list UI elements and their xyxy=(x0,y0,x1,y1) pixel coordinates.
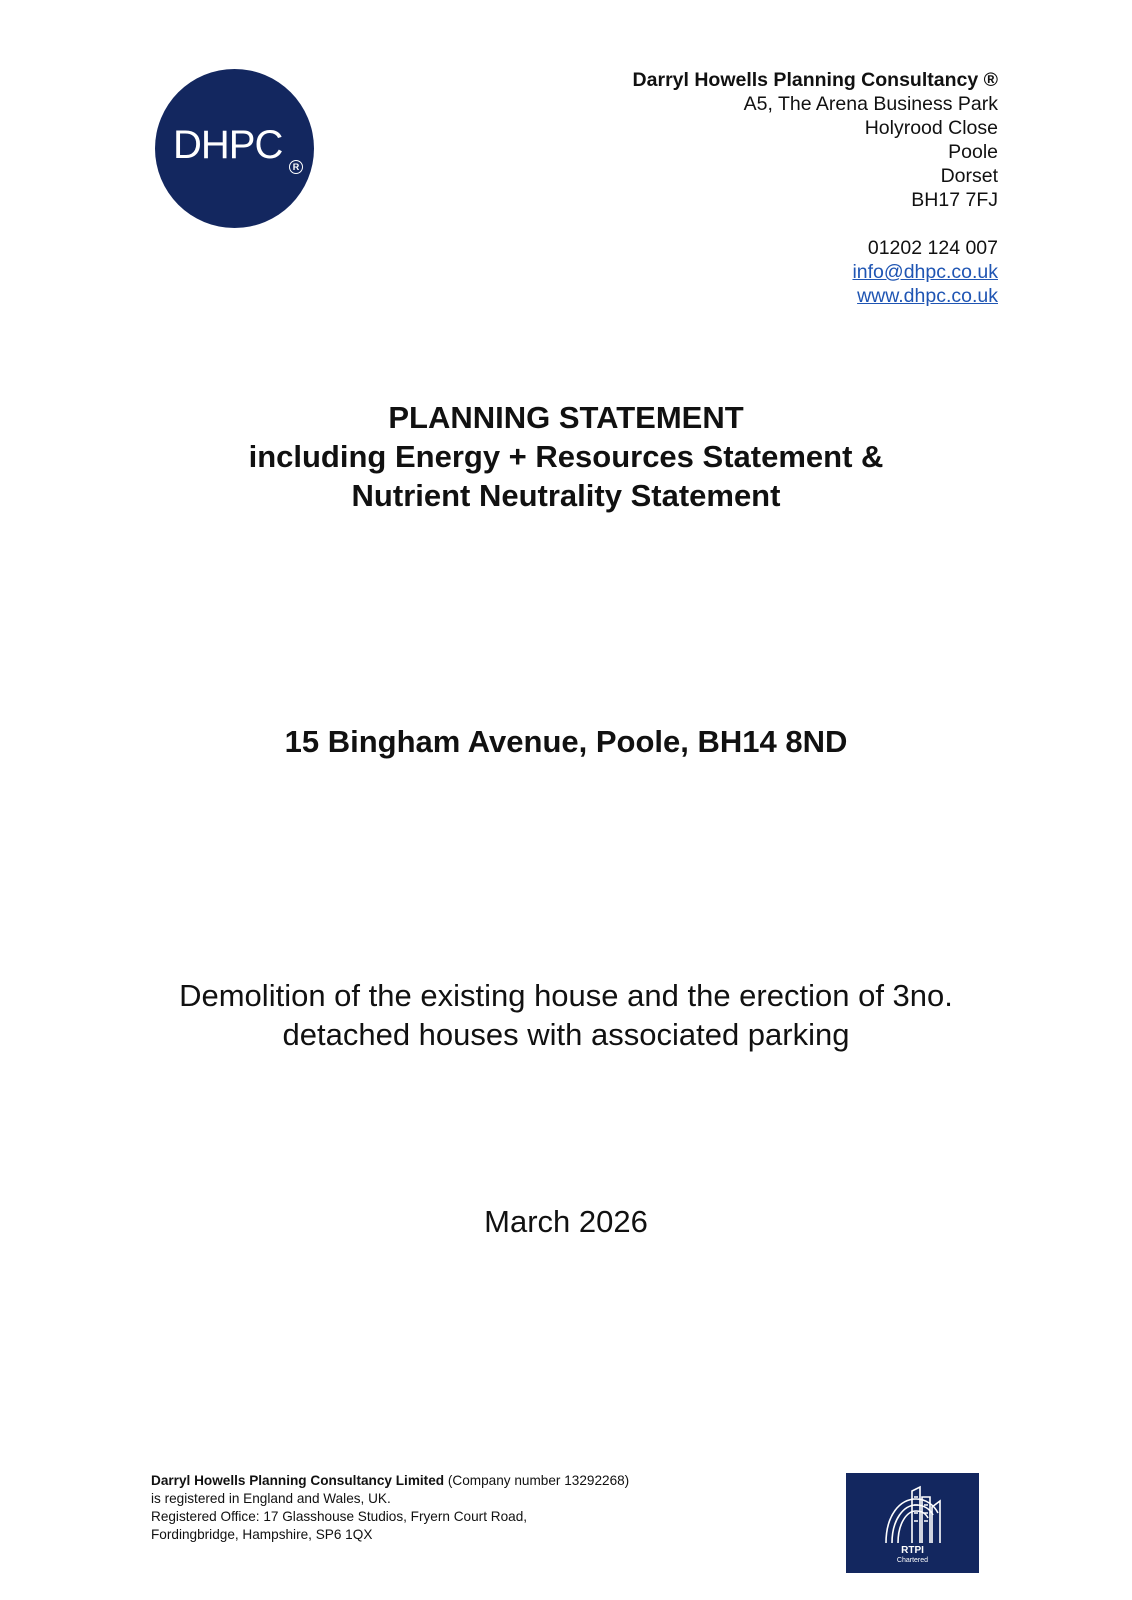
footer-line-3: Registered Office: 17 Glasshouse Studios, Fryern Court Road, xyxy=(151,1509,528,1524)
footer-company-number: (Company number 13292268) xyxy=(444,1473,630,1488)
phone-number: 01202 124 007 xyxy=(867,237,998,259)
rtpi-emblem-icon xyxy=(878,1485,948,1545)
title-line-1: PLANNING STATEMENT xyxy=(388,400,744,435)
footer-line-4: Fordingbridge, Hampshire, SP6 1QX xyxy=(151,1527,373,1542)
address-line-4: Dorset xyxy=(940,165,998,187)
document-date: March 2026 xyxy=(484,1204,648,1239)
logo-text: DHPC xyxy=(173,123,283,167)
document-title xyxy=(0,398,1132,515)
email-link[interactable]: info@dhpc.co.uk xyxy=(852,261,998,283)
rtpi-sublabel: Chartered xyxy=(896,1557,929,1564)
website-link[interactable]: www.dhpc.co.uk xyxy=(857,285,998,307)
title-line-3: Nutrient Neutrality Statement xyxy=(351,478,781,513)
site-address: 15 Bingham Avenue, Poole, BH14 8ND xyxy=(284,724,848,759)
title-line-2: including Energy + Resources Statement & xyxy=(248,439,884,474)
registered-mark-icon: R xyxy=(289,160,303,174)
description-line-2: detached houses with associated parking xyxy=(282,1017,850,1052)
footer-line-2: is registered in England and Wales, UK. xyxy=(151,1491,391,1506)
address-spacer xyxy=(478,212,998,236)
address-line-2: Holyrood Close xyxy=(864,117,998,139)
company-address-block xyxy=(478,68,998,308)
rtpi-chartered-badge xyxy=(846,1473,979,1573)
footer-company-info xyxy=(151,1472,771,1544)
firm-name: Darryl Howells Planning Consultancy ® xyxy=(632,69,998,91)
address-line-1: A5, The Arena Business Park xyxy=(743,93,998,115)
footer-line-1 xyxy=(151,1472,771,1490)
dhpc-logo xyxy=(155,69,314,228)
description-line-1: Demolition of the existing house and the erection of 3no. xyxy=(179,978,953,1013)
address-line-3: Poole xyxy=(948,141,998,163)
address-postcode: BH17 7FJ xyxy=(911,189,998,211)
proposal-description xyxy=(0,976,1132,1054)
footer-company-name: Darryl Howells Planning Consultancy Limited xyxy=(151,1473,445,1488)
rtpi-label: RTPI xyxy=(901,1545,924,1556)
